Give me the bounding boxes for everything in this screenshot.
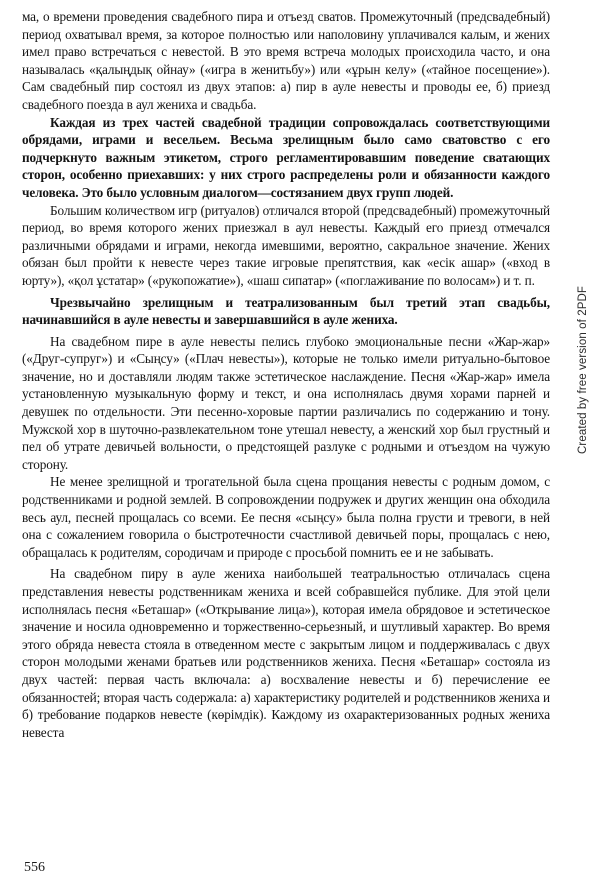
paragraph: ма, о времени проведения свадебного пира и отъезд сватов. Промежуточный (предсвадебный) период охватывал время, за которое полностью или наполовину уплачивался калым, и жених имел право встречаться с невестой. В это время встреча молодых происходила часто, и она называлась «қалыңдық ойнау» («игра в женитьбу») или «ұрын келу» («тайное посещение»). Сам свадебный пир состоял из двух этапов: а) пир в ауле невесты и проводы ее, б) приезд свадебного поезда в аул жениха и свадьба. — [22, 9, 550, 112]
side-watermark: Created by free version of 2PDF — [577, 285, 589, 455]
paragraph: Каждая из трех частей свадебной традиции сопровождалась соответствующими обрядами, играми и весельем. Весьма зрелищным было само сватовство с его подчеркнуто важным этикетом, строго регламентировавшим поведение сватающих сторон, особенно приехавших: у них строго распределены роли и обязанности каждого человека. Это было условным диалогом—состязанием двух групп людей. — [22, 114, 550, 200]
page-number: 556 — [24, 860, 45, 875]
page-text-body — [22, 8, 550, 741]
paragraph: Не менее зрелищной и трогательной была сцена прощания невесты с родным домом, с родственниками и родной землей. В сопровождении подружек и других женщин она обходила весь аул, песней прощалась со всеми. Ее песня «сыңсу» была полна грусти и тревоги, в ней она с сожалением говорила о быстротечности счастливой девичьей поры, прощалась с нею, обращалась к родителям, сородичам и природе с просьбой помнить ее и не забывать. — [22, 474, 550, 560]
paragraph: На свадебном пиру в ауле жениха наибольшей театральностью отличалась сцена представления невесты родственникам жениха и всей собравшейся публике. Для этой цели исполнялась песня «Беташар» («Открывание лица»), которая имела обрядовое и эстетическое значение и носила одновременно и торжественно-серьезный, и шутливый характер. Во время этого обряда невеста стояла в отведенном месте с закрытым лицом и поддерживалась с двух сторон молодыми женами братьев или родственников жениха. Песня «Беташар» состояла из двух частей: первая часть включала: а) восхваление невесты и б) перечисление ее обязанностей; вторая часть содержала: а) характеристику родителей и родственников жениха и б) требование подарков невесте (көрімдік). Каждому из охарактеризованных родных жениха невеста — [22, 566, 550, 740]
paragraph: Большим количеством игр (ритуалов) отличался второй (предсвадебный) промежуточный период, во время которого жених приезжал в аул невесты. Каждый его приезд отмечался различными обрядами и играми, некогда имевшими, вероятно, сакральное значение. Жених обязан был пройти к невесте через такие игровые препятствия, как «есік ашар» («вход в юрту»), «қол ұстатар» («рукопожатие»), «шаш сипатар» («поглаживание по волосам») и т. п. — [22, 202, 550, 288]
paragraph: Чрезвычайно зрелищным и театрализованным был третий этап свадьбы, начинавшийся в ауле невесты и завершавшийся в ауле жениха. — [22, 294, 550, 328]
paragraph: На свадебном пире в ауле невесты пелись глубоко эмоциональные песни «Жар-жар» («Друг-супруг») и «Сыңсу» («Плач невесты»), которые не только имели ритуально-бытовое значение, но и доставляли людям также эстетическое наслаждение. Песня «Жар-жар» имела установленную музыкальную форму и текст, и она исполнялась двумя хорами парней и девушек по отдельности. Эти песенно-хоровые партии различались по содержанию и тону. Мужской хор в шуточно-развлекательном тоне утешал невесту, а женский хор был грустный и пел об утрате девичьей вольности, о предстоящей разлуке с родными и отъездом на чужую сторону. — [22, 333, 550, 472]
